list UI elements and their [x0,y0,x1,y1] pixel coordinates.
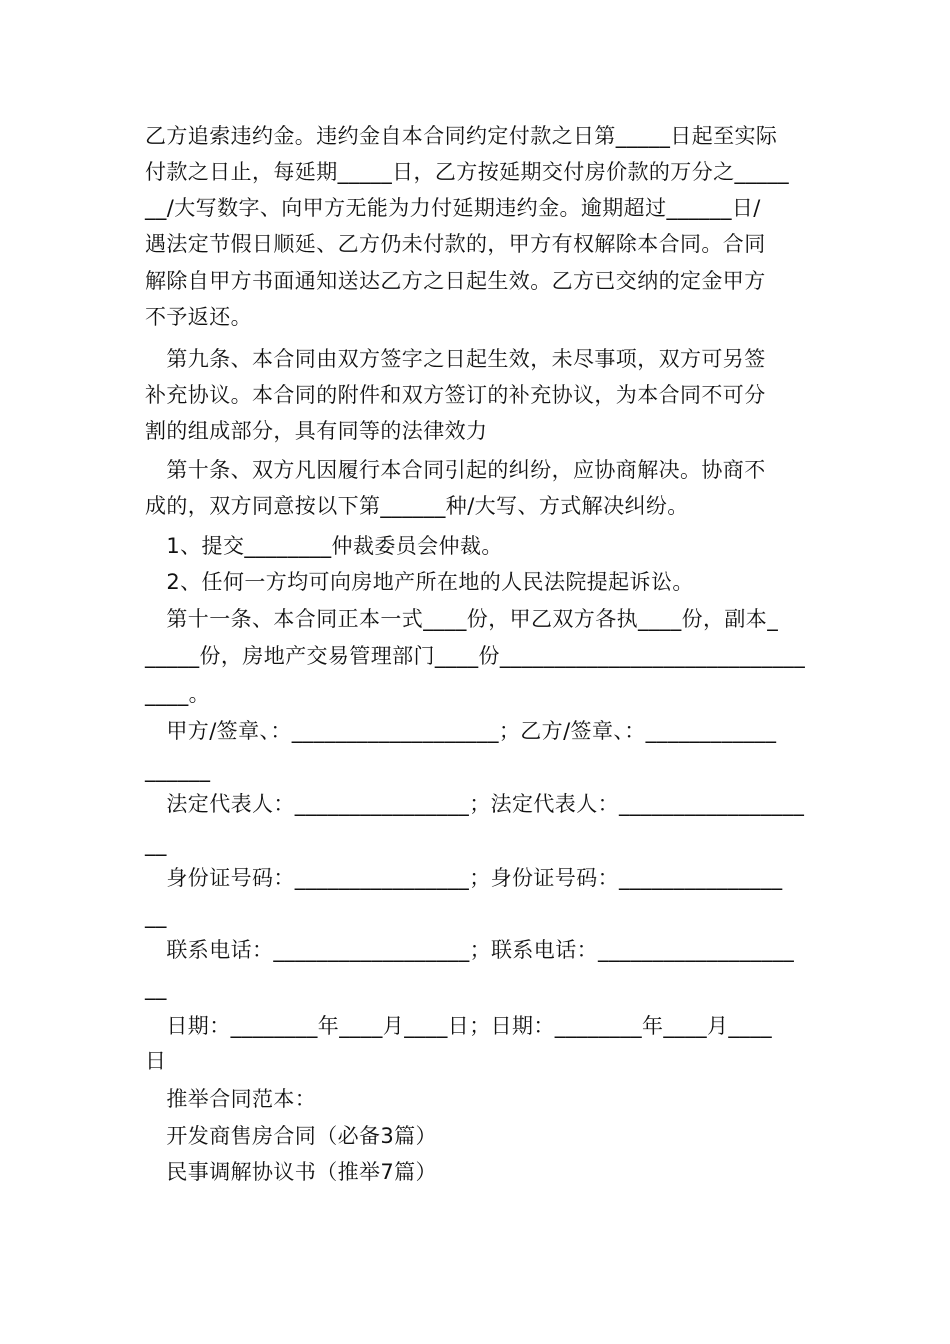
signature-party-line: 甲方/签章、：___________________；乙方/签章、：____________ [145,719,777,743]
recommend-link-2[interactable]: 民事调解协议书（推举7篇） [145,1160,437,1184]
text-line: 遇法定节假日顺延、乙方仍未付款的，甲方有权解除本合同。合同 [145,232,766,256]
text-line: 解除自甲方书面通知送达乙方之日起生效。乙方已交纳的定金甲方 [145,269,766,293]
date-line: 日期：________年____月____日；日期：________年____月____ [145,1014,772,1038]
option-2-line: 2、任何一方均可向房地产所在地的人民法院提起诉讼。 [145,570,694,594]
text-line: __ [145,976,167,1000]
legal-rep-line: 法定代表人：________________；法定代表人：_________________ [145,792,805,816]
text-line: 付款之日止，每延期_____日，乙方按延期交付房价款的万分之_____ [145,160,789,184]
phone-line: 联系电话：__________________；联系电话：__________________ [145,938,795,962]
text-line: __ [145,832,167,856]
recommend-heading: 推举合同范本： [145,1087,317,1111]
id-number-line: 身份证号码：________________；身份证号码：_______________ [145,866,783,890]
option-1-line: 1、提交________仲裁委员会仲裁。 [145,534,503,558]
text-line: 不予返还。 [145,305,252,329]
text-line: ____。 [145,682,210,706]
recommend-link-1[interactable]: 开发商售房合同（必备3篇） [145,1124,437,1148]
text-line: __/大写数字、向甲方无能为力付延期违约金。逾期超过______日/ [145,196,761,220]
text-line: 日 [145,1049,167,1073]
text-line: 补充协议。本合同的附件和双方签订的补充协议，为本合同不可分 [145,383,766,407]
text-line: _____份，房地产交易管理部门____份____________________________ [145,644,806,668]
text-line: 成的，双方同意按以下第______种/大写、方式解决纠纷。 [145,494,689,518]
text-line: 割的组成部分，具有同等的法律效力 [145,419,488,443]
text-line: 乙方追索违约金。违约金自本合同约定付款之日第_____日起至实际 [145,124,778,148]
text-line: __ [145,904,167,928]
article-9-line: 第九条、本合同由双方签字之日起生效，未尽事项，双方可另签 [145,347,766,371]
article-10-line: 第十条、双方凡因履行本合同引起的纠纷，应协商解决。协商不 [145,458,766,482]
text-line: ______ [145,758,211,782]
article-11-line: 第十一条、本合同正本一式____份，甲乙双方各执____份，副本_ [145,607,779,631]
